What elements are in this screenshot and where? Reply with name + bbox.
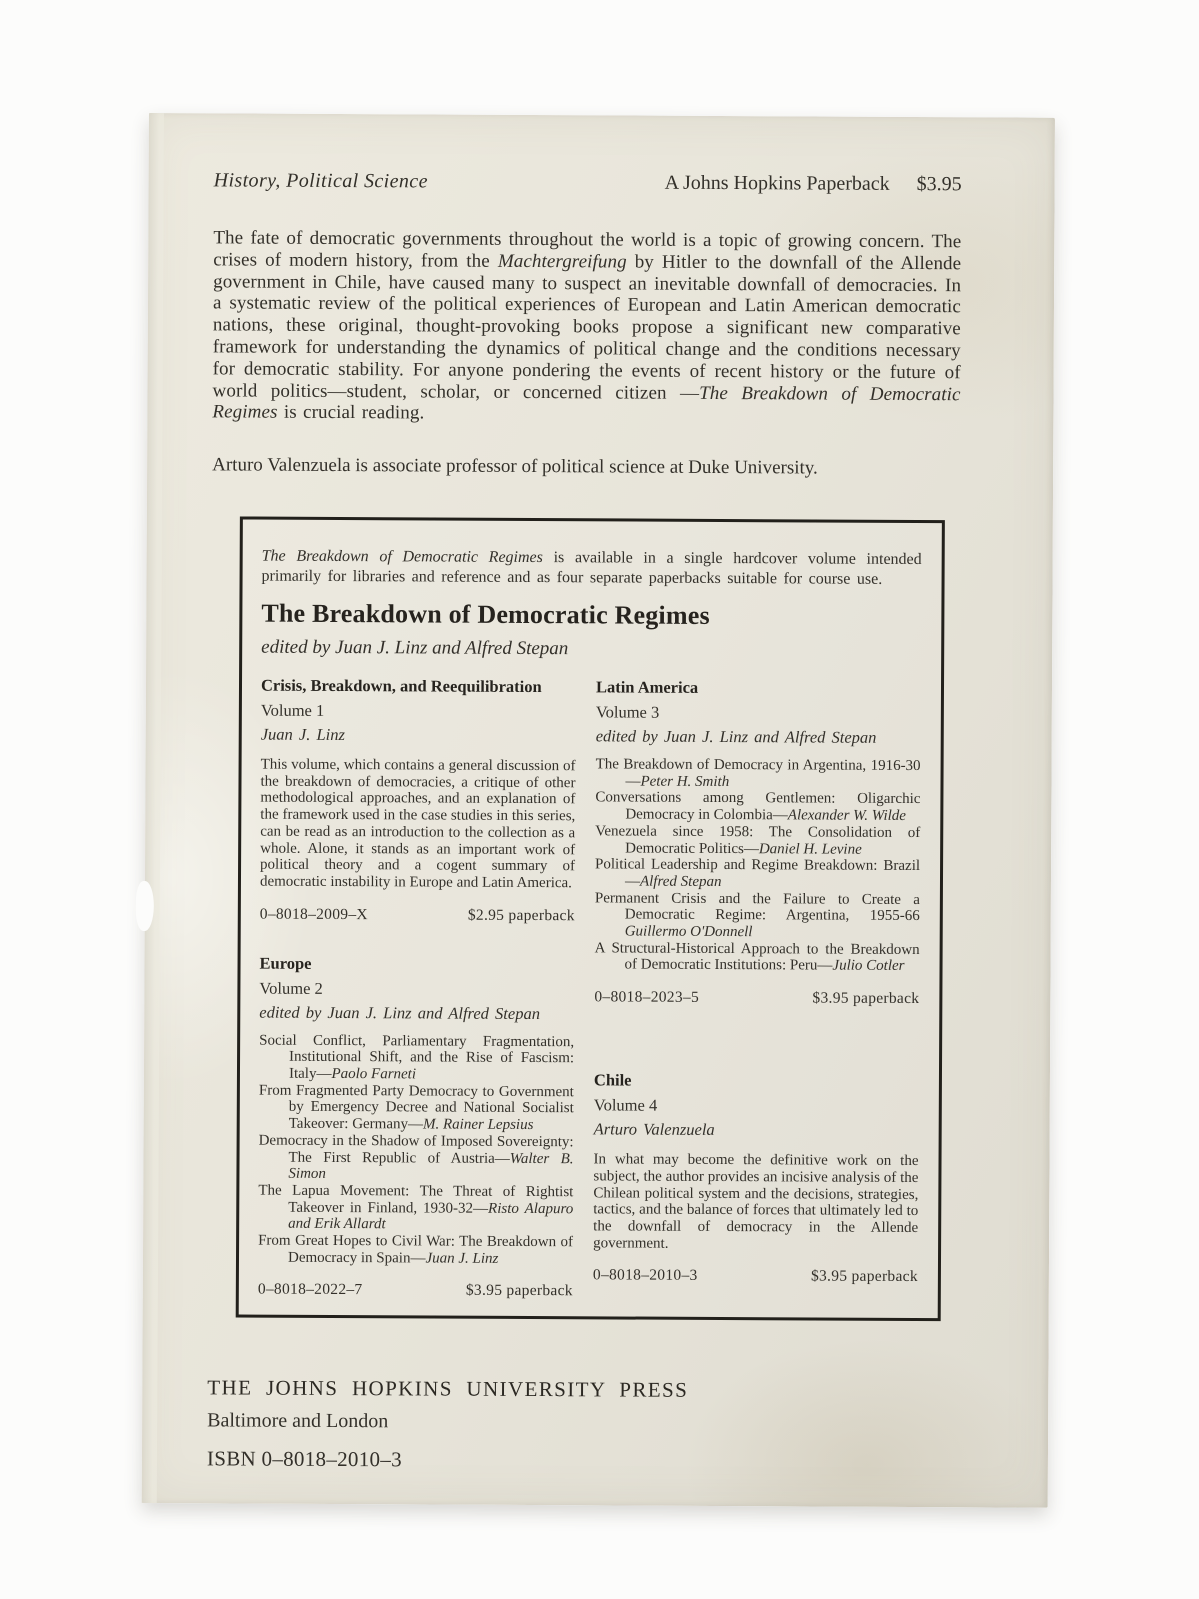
volume-1-isbn-row xyxy=(260,905,575,925)
contents-item: The Breakdown of Democracy in Argentina, 1916-30—Peter H. Smith xyxy=(595,756,921,790)
contents-item: A Structural-Historical Approach to the Breakdown of Democratic Institutions: Peru—Julio Cotler xyxy=(594,940,920,975)
volume-1-price: $2.95 paperback xyxy=(467,906,575,924)
volume-4-isbn-row xyxy=(593,1267,918,1287)
volume-3-byline: edited by Juan J. Linz and Alfred Stepan xyxy=(595,726,877,747)
imprint-price-group xyxy=(643,172,962,197)
publisher-name: THE JOHNS HOPKINS UNIVERSITY PRESS xyxy=(207,1375,689,1402)
volume-2-isbn: 0–8018–2022–7 xyxy=(257,1281,363,1299)
category-label: History, Political Science xyxy=(213,169,428,193)
volume-2-number: Volume 2 xyxy=(259,978,323,998)
author-note: Arturo Valenzuela is associate professor of political science at Duke University. xyxy=(212,454,818,479)
contents-item: Social Conflict, Parliamentary Fragmentation, Institutional Shift, and the Rise of Fascism: Italy—Paolo Farneti xyxy=(259,1032,575,1083)
isbn-line: ISBN 0–8018–2010–3 xyxy=(206,1446,403,1472)
volume-3-contents-list xyxy=(595,756,921,975)
contents-item: Democracy in the Shadow of Imposed Sovereignty: The First Republic of Austria—Walter B. Simon xyxy=(258,1132,574,1183)
volume-3-number: Volume 3 xyxy=(595,702,660,722)
volume-3-isbn-row xyxy=(594,988,919,1008)
contents-item: The Lapua Movement: The Threat of Rightist Takeover in Finland, 1930-32—Risto Alapuro and Erik Allardt xyxy=(258,1182,574,1233)
contents-item: Venezuela since 1958: The Consolidation of Democratic Politics—Daniel H. Levine xyxy=(595,823,921,858)
volume-4-number: Volume 4 xyxy=(593,1095,658,1115)
volume-3-block xyxy=(594,677,921,1008)
book-back-cover xyxy=(142,113,1055,1508)
volume-3-price: $3.95 paperback xyxy=(812,989,920,1008)
volume-2-block xyxy=(258,953,575,1300)
volume-4-byline: Arturo Valenzuela xyxy=(593,1119,715,1140)
box-intro: The Breakdown of Democratic Regimes is available in a single hardcover volume intended primarily for libraries and reference and as four separate paperbacks suitable for course use. xyxy=(261,547,922,588)
imprint-label: A Johns Hopkins Paperback xyxy=(664,171,890,195)
price-label: $3.95 xyxy=(916,173,962,196)
volume-2-contents-list xyxy=(258,1032,574,1267)
volume-1-isbn: 0–8018–2009–X xyxy=(259,905,368,923)
volume-1-byline: Juan J. Linz xyxy=(260,724,346,745)
volume-1-block xyxy=(260,676,576,925)
volume-columns xyxy=(258,676,921,1303)
volume-4-block xyxy=(593,1070,919,1286)
series-title: The Breakdown of Democratic Regimes xyxy=(261,598,710,630)
left-column xyxy=(258,676,576,1301)
contents-item: From Great Hopes to Civil War: The Breakdown of Democracy in Spain—Juan J. Linz xyxy=(258,1232,574,1267)
top-header-row xyxy=(214,169,962,196)
publisher-block xyxy=(207,1375,688,1474)
contents-item: Political Leadership and Regime Breakdown: Brazil—Alfred Stepan xyxy=(595,856,921,890)
volume-3-isbn: 0–8018–2023–5 xyxy=(594,988,700,1007)
volume-4-description: In what may become the definitive work on the subject, the author provides an incisive analysis of the Chilean political system and the decisions, strategies, tactics, and the balance of forces that ultimately led to the downfall of democracy in the Allende government. xyxy=(593,1151,919,1252)
contents-item: Permanent Crisis and the Failure to Create a Democratic Regime: Argentina, 1955-66 Guillermo O'Donnell xyxy=(594,889,920,941)
worn-page-edge xyxy=(142,113,164,1503)
contents-item: Conversations among Gentlemen: Oligarchic Democracy in Colombia—Alexander W. Wilde xyxy=(595,789,921,825)
blurb-paragraph: The fate of democratic governments throughout the world is a topic of growing concern. The crises of modern history, from the Machtergreifung by Hitler to the downfall of the Allende government in Chile, have caused many to suspect an inevitable downfall of democracies. In a systematic review of the political experiences of European and Latin American democratic nations, these original, thought-provoking books propose a significant new comparative framework for understanding the dynamics of political change and the conditions necessary for democratic stability. For anyone pondering the events of recent history or the future of world politics—student, scholar, or concerned citizen —The Breakdown of Democratic Regimes is crucial reading. xyxy=(212,227,962,424)
volume-1-description: This volume, which contains a general discussion of the breakdown of democracies, a critique of other methodological approaches, and an explanation of the framework used in the case studies in this series, can be read as an introduction to the collection as a whole. Alone, it stands as an important work of political theory and a cogent summary of democratic instability in Europe and Latin America. xyxy=(259,756,576,892)
volume-1-heading: Crisis, Breakdown, and Reequilibration xyxy=(260,675,542,697)
volume-2-byline: edited by Juan J. Linz and Alfred Stepan xyxy=(259,1002,541,1023)
publisher-location: Baltimore and London xyxy=(207,1409,389,1433)
right-column xyxy=(593,677,921,1302)
volume-4-heading: Chile xyxy=(593,1070,632,1090)
volume-2-price: $3.95 paperback xyxy=(465,1282,573,1300)
volumes-box xyxy=(236,516,945,1321)
volume-2-heading: Europe xyxy=(259,953,312,973)
volume-4-isbn: 0–8018–2010–3 xyxy=(592,1266,698,1285)
volume-4-price: $3.95 paperback xyxy=(810,1267,918,1286)
volume-2-isbn-row xyxy=(258,1281,573,1301)
series-editors: edited by Juan J. Linz and Alfred Stepan xyxy=(261,636,569,660)
contents-item: From Fragmented Party Democracy to Government by Emergency Decree and National Socialist Takeover: Germany—M. Rainer Lepsius xyxy=(258,1082,574,1134)
volume-3-heading: Latin America xyxy=(595,677,699,697)
volume-1-number: Volume 1 xyxy=(260,700,325,720)
